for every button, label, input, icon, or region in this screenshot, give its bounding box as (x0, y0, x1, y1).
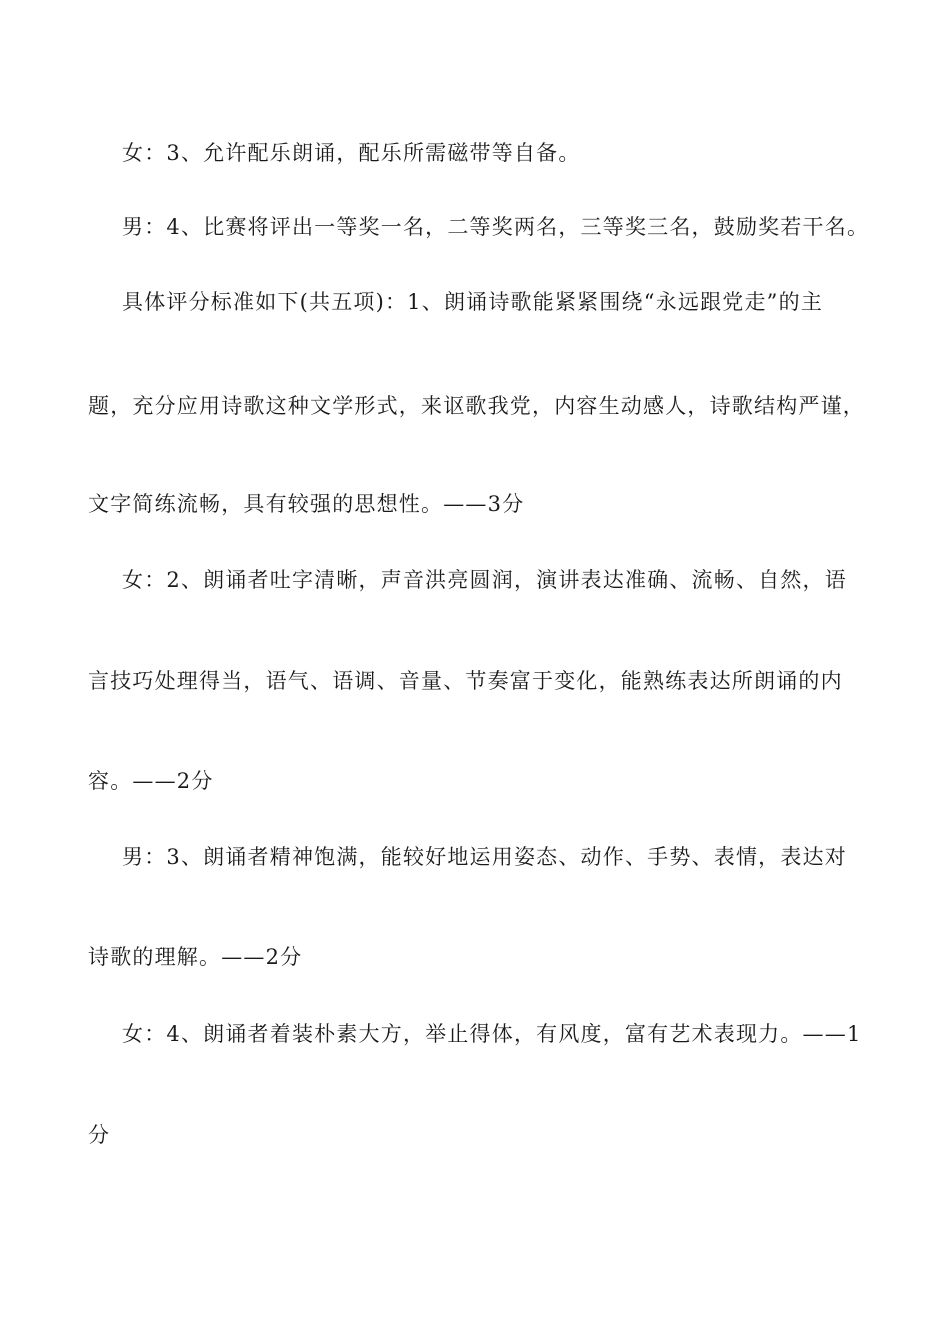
paragraph-line: 文字简练流畅，具有较强的思想性。——3分 (88, 492, 525, 516)
paragraph-line: 分 (88, 1123, 111, 1147)
paragraph-line: 诗歌的理解。——2分 (88, 945, 303, 969)
paragraph-line: 言技巧处理得当，语气、语调、音量、节奏富于变化，能熟练表达所朗诵的内 (88, 669, 843, 693)
paragraph-line: 男：3、朗诵者精神饱满，能较好地运用姿态、动作、手势、表情，表达对 (122, 845, 847, 869)
paragraph-line: 题，充分应用诗歌这种文学形式，来讴歌我党，内容生动感人，诗歌结构严谨， (88, 394, 865, 418)
paragraph-line: 女：2、朗诵者吐字清晰，声音洪亮圆润，演讲表达准确、流畅、自然，语 (122, 568, 847, 592)
paragraph-line: 男：4、比赛将评出一等奖一名，二等奖两名，三等奖三名，鼓励奖若干名。 (122, 215, 870, 239)
paragraph-line: 具体评分标准如下(共五项)：1、朗诵诗歌能紧紧围绕“永远跟党走”的主 (122, 290, 824, 314)
paragraph-line: 女：4、朗诵者着装朴素大方，举止得体，有风度，富有艺术表现力。——1 (122, 1022, 862, 1046)
paragraph-line: 容。——2分 (88, 769, 214, 793)
paragraph-line: 女：3、允许配乐朗诵，配乐所需磁带等自备。 (122, 141, 581, 165)
